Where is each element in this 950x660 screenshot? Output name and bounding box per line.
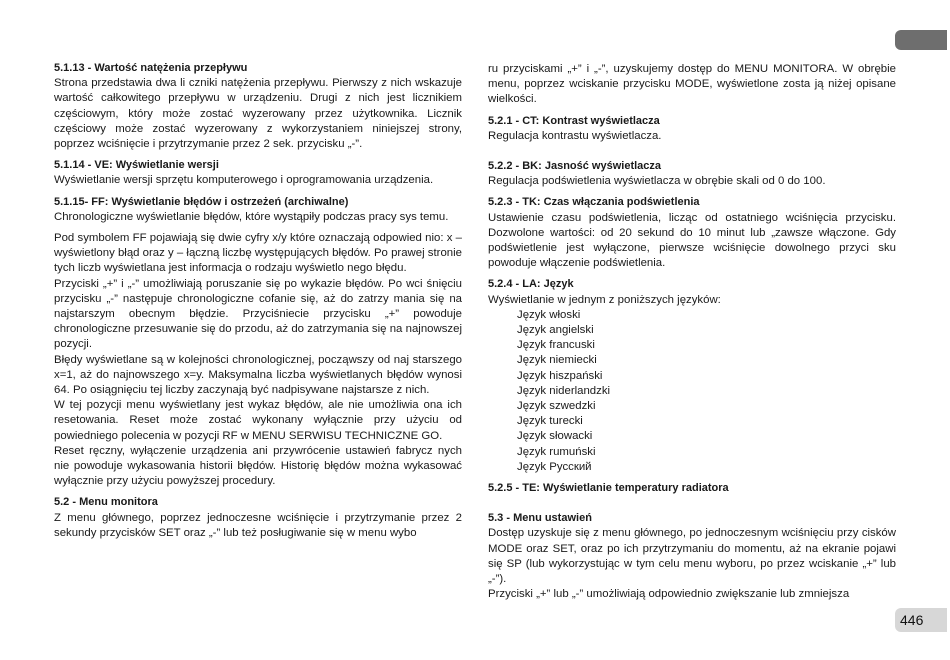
section-5-2-4-heading: 5.2.4 - LA: Język (488, 278, 574, 291)
section-5-1-14-text: Wyświetlanie wersji sprzętu komputerowego i oprogramowania urządzenia. (54, 174, 434, 187)
language-item: Język francuski (517, 339, 595, 352)
section-5-2-2-text: Regulacja podświetlenia wyświetlacza w obrębie skali od 0 do 100. (488, 175, 826, 188)
section-5-1-13-heading: 5.1.13 - Wartość natężenia przepływu (54, 62, 248, 74)
language-item: Język słowacki (517, 430, 593, 443)
section-5-3-text-2: Przyciski „+” lub „-” umożliwiają odpowiednio zwiększanie lub zmniejsza (488, 588, 850, 601)
section-5-1-14-heading: 5.1.14 - VE: Wyświetlanie wersji (54, 159, 219, 172)
language-item: Język włoski (517, 308, 581, 321)
right-column (488, 62, 896, 603)
page-number: 446 (895, 608, 947, 632)
language-item: Język hiszpański (517, 369, 603, 382)
section-5-1-15-text-5: W tej pozycji menu wyświetlany jest wykaz błędów, ale nie umożliwia ona ich resetowania. Reset może zostać wykonany wyłącznie przy użyciu od powiedniego polecenia w pozycji RF w MENU SERWISU TECHNICZNE GO. (54, 399, 462, 442)
language-item: Język rumuński (517, 445, 596, 458)
section-5-1-15-text-2: Pod symbolem FF pojawiają się dwie cyfry x/y które oznaczają odpowied nio: x – wyświetlony błąd oraz y – łączną liczbę występujących błędów. Po prawej stronie tych liczb wyświetlana jest informacja o rodzaju wyświetlo nego błędu. (54, 232, 462, 275)
section-5-2-4-text: Wyświetlanie w jednym z poniższych języków: (488, 293, 721, 306)
language-item: Język turecki (517, 415, 583, 428)
section-5-1-15-text-4: Błędy wyświetlane są w kolejności chronologicznej, począwszy od naj starszego x=1, aż do najnowszego x=y. Maksymalna liczba wyświetlanych błędów wynosi 64. Po osiągnięciu tej liczby zaczynają być nadpisywane najstarsze z nich. (54, 353, 462, 397)
section-5-1-13-text: Strona przedstawia dwa li czniki natężenia przepływu. Pierwszy z nich wskazuje wartość całkowitego przepływu w urządzeniu. Drugi z nich jest licznikiem częściowym, który może zostać wyzerowany przez użytkownika. Licznik częściowy może zostać wyzerowany z wykorzystaniem niniejszej strony, poprzez wciśnięcie i przytrzymanie przez 2 sek. przycisku „-”. (54, 77, 462, 151)
chapter-tab (895, 30, 947, 50)
section-5-2-1-heading: 5.2.1 - CT: Kontrast wyświetlacza (488, 114, 660, 127)
section-5-2-1-text: Regulacja kontrastu wyświetlacza. (488, 129, 662, 142)
section-5-2-text-cont: ru przyciskami „+” i „-”, uzyskujemy dostęp do MENU MONITORA. W obrębie menu, poprzez wciskanie przycisku MODE, wyświetlone zosta ją niżej opisane wielkości. (488, 63, 896, 106)
section-5-2-heading: 5.2 - Menu monitora (54, 496, 158, 509)
section-5-3-heading: 5.3 - Menu ustawień (488, 512, 592, 525)
language-item: Język szwedzki (517, 400, 596, 413)
left-column (54, 61, 462, 541)
section-5-1-15-heading: 5.1.15- FF: Wyświetlanie błędów i ostrzeżeń (archiwalne) (54, 195, 349, 208)
section-5-1-15-text-1: Chronologiczne wyświetlanie błędów, które wystąpiły podczas pracy sys temu. (54, 210, 449, 223)
language-item: Język niderlandzki (517, 384, 611, 397)
language-item: Język angielski (517, 324, 594, 337)
section-5-2-2-heading: 5.2.2 - BK: Jasność wyświetlacza (488, 160, 662, 173)
language-item: Język niemiecki (517, 354, 597, 367)
section-5-2-5-heading: 5.2.5 - TE: Wyświetlanie temperatury radiatora (488, 482, 729, 495)
section-5-1-15-text-3: Przyciski „+” i „-” umożliwiają poruszanie się po wykazie błędów. Po wci śnięciu przycisku „-” następuje chronologiczne cofanie się, aż do zatrzy mania się na najstarszym obecnym błędzie. Przyciśniecie przycisku „+” powoduje chronologiczne przesuwanie się do przodu, aż do zatrzymania się na najnowszej pozycji. (54, 277, 462, 351)
section-5-2-3-heading: 5.2.3 - TK: Czas włączania podświetlenia (488, 196, 700, 209)
section-5-2-text: Z menu głównego, poprzez jednoczesne wciśnięcie i przytrzymanie przez 2 sekundy przycisków SET oraz „-” lub też posługiwanie się w menu wybo (54, 511, 462, 539)
section-5-3-text-1: Dostęp uzyskuje się z menu głównego, po jednoczesnym wciśnięciu przy cisków MODE oraz SET, oraz po ich przytrzymaniu do momentu, aż na ekranie pojawi się SP (lub wykorzystując w tym celu menu wyboru, po przez wciskanie „+” lub „-”). (488, 527, 896, 586)
section-5-1-15-text-6: Reset ręczny, wyłączenie urządzenia ani przywrócenie ustawień fabrycz nych nie powoduje wykasowania historii błędów. Historię błędów można wykasować wyłącznie przy użyciu powyższej procedury. (54, 444, 462, 488)
section-5-2-3-text: Ustawienie czasu podświetlenia, licząc od ostatniego wciśnięcia przycisku. Dozwolone wartości: od 20 sekund do 10 minut lub „zawsze włączone. Gdy podświetlenie jest wyłączone, pierwsze wciśnięcie dowolnego przyci sku powoduje włączenie podświetlenia. (488, 211, 896, 270)
language-item: Język Русский (517, 460, 592, 473)
